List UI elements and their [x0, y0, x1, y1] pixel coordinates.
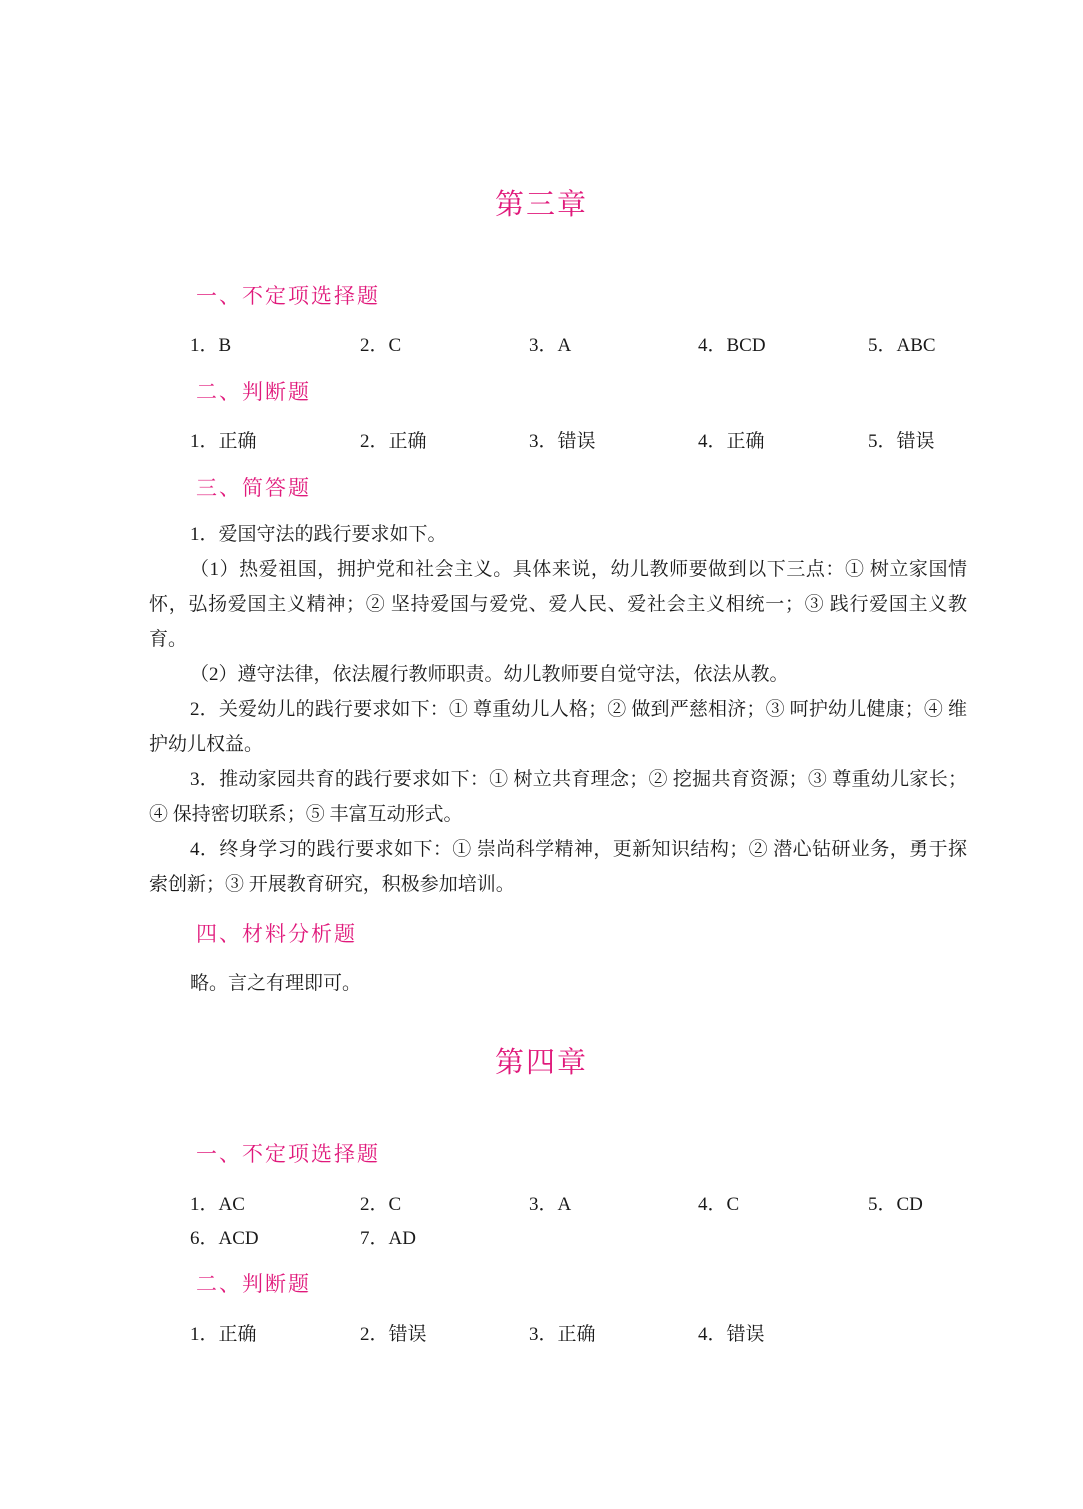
- section-heading-true-false: 二、判断题: [196, 380, 311, 404]
- paragraph: 2．关爱幼儿的践行要求如下：① 尊重幼儿人格；② 做到严慈相济；③ 呵护幼儿健康；④ 维护幼儿权益。: [149, 699, 967, 755]
- answer-item: 4．错误: [698, 1324, 765, 1345]
- answer-row: [190, 330, 990, 358]
- answer-item: 2．正确: [360, 431, 427, 452]
- answer-item: 4．BCD: [698, 335, 766, 356]
- answer-row: [190, 426, 990, 454]
- chapter-title: 第四章: [494, 1045, 588, 1079]
- answer-row: [190, 1319, 990, 1347]
- answer-row: [190, 968, 990, 996]
- answer-row: [190, 1223, 990, 1251]
- answer-item: 1．B: [190, 335, 232, 356]
- section-heading-material-analysis: 四、材料分析题: [196, 922, 357, 946]
- answer-item: 2．C: [360, 335, 402, 356]
- paragraph: 4．终身学习的践行要求如下：① 崇尚科学精神，更新知识结构；② 潜心钻研业务，勇于探索创新；③ 开展教育研究，积极参加培训。: [149, 839, 967, 895]
- chapter-title: 第三章: [494, 187, 588, 221]
- answer-item: 3．正确: [529, 1324, 596, 1345]
- answer-item: 2．错误: [360, 1324, 427, 1345]
- section-heading-short-answer: 三、简答题: [196, 476, 311, 500]
- material-analysis-answer: 略。言之有理即可。: [190, 973, 362, 994]
- paragraph: 1．爱国守法的践行要求如下。: [190, 524, 447, 545]
- section-heading-multiple-choice: 一、不定项选择题: [196, 284, 380, 308]
- paragraph: 3．推动家园共育的践行要求如下：① 树立共育理念；② 挖掘共育资源；③ 尊重幼儿家长；④ 保持密切联系；⑤ 丰富互动形式。: [149, 769, 967, 825]
- answer-item: 1．正确: [190, 1324, 257, 1345]
- short-answer-body: [149, 517, 967, 902]
- answer-item: 3．A: [529, 1194, 572, 1215]
- paragraph: （1）热爱祖国，拥护党和社会主义。具体来说，幼儿教师要做到以下三点：① 树立家国情怀，弘扬爱国主义精神；② 坚持爱国与爱党、爱人民、爱社会主义相统一；③ 践行爱国主义教育。: [149, 559, 967, 650]
- answer-item: 1．AC: [190, 1194, 245, 1215]
- answer-item: 5．错误: [868, 431, 935, 452]
- section-heading-multiple-choice: 一、不定项选择题: [196, 1142, 380, 1166]
- answer-item: 4．C: [698, 1194, 740, 1215]
- answer-item: 5．CD: [868, 1194, 923, 1215]
- answer-item: 3．A: [529, 335, 572, 356]
- answer-item: 7．AD: [360, 1228, 416, 1249]
- paragraph: （2）遵守法律，依法履行教师职责。幼儿教师要自觉守法，依法从教。: [190, 664, 789, 685]
- answer-item: 1．正确: [190, 431, 257, 452]
- answer-item: 3．错误: [529, 431, 596, 452]
- section-heading-true-false: 二、判断题: [196, 1272, 311, 1296]
- answer-item: 5．ABC: [868, 335, 936, 356]
- answer-item: 4．正确: [698, 431, 765, 452]
- answer-item: 2．C: [360, 1194, 402, 1215]
- answer-item: 6．ACD: [190, 1228, 259, 1249]
- answer-row: [190, 1189, 990, 1217]
